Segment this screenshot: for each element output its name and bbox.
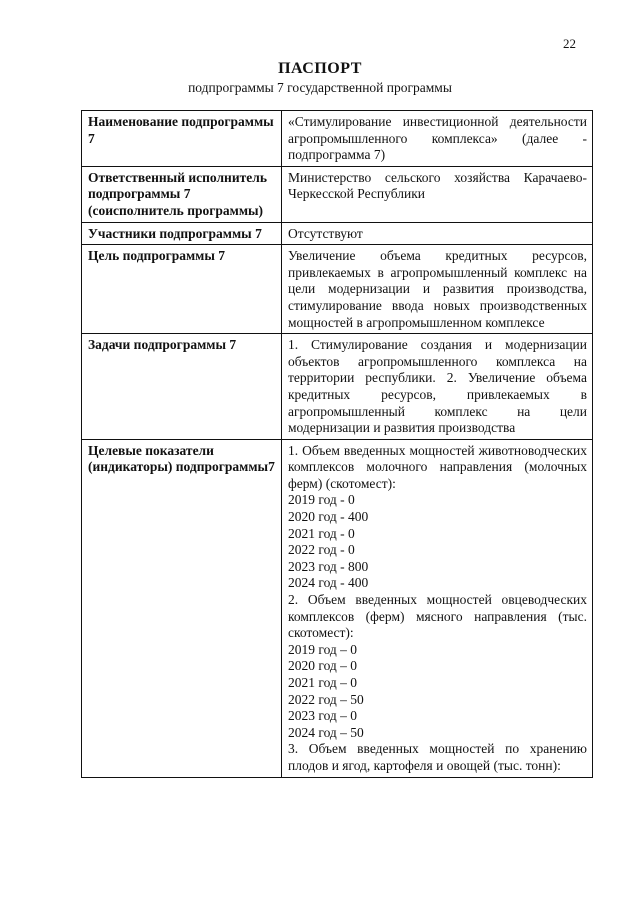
table-row (82, 245, 593, 334)
page-number: 22 (563, 36, 576, 51)
indicator-year-value: 2023 год – 0 (288, 708, 358, 724)
row-label: Цель подпрограммы 7 (82, 245, 282, 334)
row-label: Наименование подпрограммы 7 (82, 111, 282, 167)
table-row (82, 222, 593, 245)
table-row (82, 111, 593, 167)
indicator-year-value: 2019 год – 0 (288, 641, 358, 657)
passport-table (81, 110, 593, 778)
indicator-year-value: 2022 год – 50 (288, 691, 364, 707)
indicators-value (282, 439, 593, 777)
indicator-year-value: 2020 год - 400 (288, 509, 369, 525)
indicator-year-value: 2022 год - 0 (288, 542, 355, 558)
indicator-heading: 3. Объем введенных мощностей по хранению плодов и ягод, картофеля и овощей (тыс. тонн): (288, 741, 587, 773)
row-label: Участники подпрограммы 7 (82, 222, 282, 245)
indicator-heading: 2. Объем введенных мощностей овцеводческих комплексов (ферм) мясного направления (тыс. скотомест): (288, 592, 587, 641)
document-subtitle: подпрограммы 7 государственной программы (188, 80, 452, 95)
indicator-year-value: 2019 год - 0 (288, 492, 355, 508)
row-value: «Стимулирование инвестиционной деятельности агропромышленного комплекса» (далее - подпрограмма 7) (282, 111, 593, 167)
indicator-year-value: 2021 год – 0 (288, 675, 358, 690)
table-row (82, 166, 593, 222)
row-label: Задачи подпрограммы 7 (82, 334, 282, 440)
indicator-heading: 1. Объем введенных мощностей животноводческих комплексов молочного направления (молочных ферм) (скотомест): (288, 442, 587, 491)
row-value: Министерство сельского хозяйства Карачаево-Черкесской Республики (282, 166, 593, 222)
table-row-indicators (82, 439, 593, 777)
indicator-year-value: 2021 год - 0 (288, 525, 355, 541)
table-row (82, 334, 593, 440)
row-value: Отсутствуют (282, 222, 593, 245)
indicators-label: Целевые показатели (индикаторы) подпрограммы7 (82, 439, 282, 777)
indicator-year-value: 2020 год – 0 (288, 658, 358, 674)
document-title: ПАСПОРТ (278, 60, 362, 77)
row-value: Увеличение объема кредитных ресурсов, привлекаемых в агропромышленный комплекс на цели модернизации и развития производства, стимулирование ввода новых производственных мощностей в агропромышленном комплексе (282, 245, 593, 334)
indicator-year-value: 2023 год - 800 (288, 558, 369, 574)
row-label: Ответственный исполнитель подпрограммы 7 (соисполнитель программы) (82, 166, 282, 222)
indicator-year-value: 2024 год – 50 (288, 724, 364, 740)
document-heading (0, 60, 640, 96)
indicator-year-value: 2024 год - 400 (288, 575, 369, 591)
row-value: 1. Стимулирование создания и модернизации объектов агропромышленного комплекса на территории республики. 2. Увеличение объема кредитных ресурсов, привлекаемых в агропромышленный комплекс на цели модернизации и развития производства (282, 334, 593, 440)
